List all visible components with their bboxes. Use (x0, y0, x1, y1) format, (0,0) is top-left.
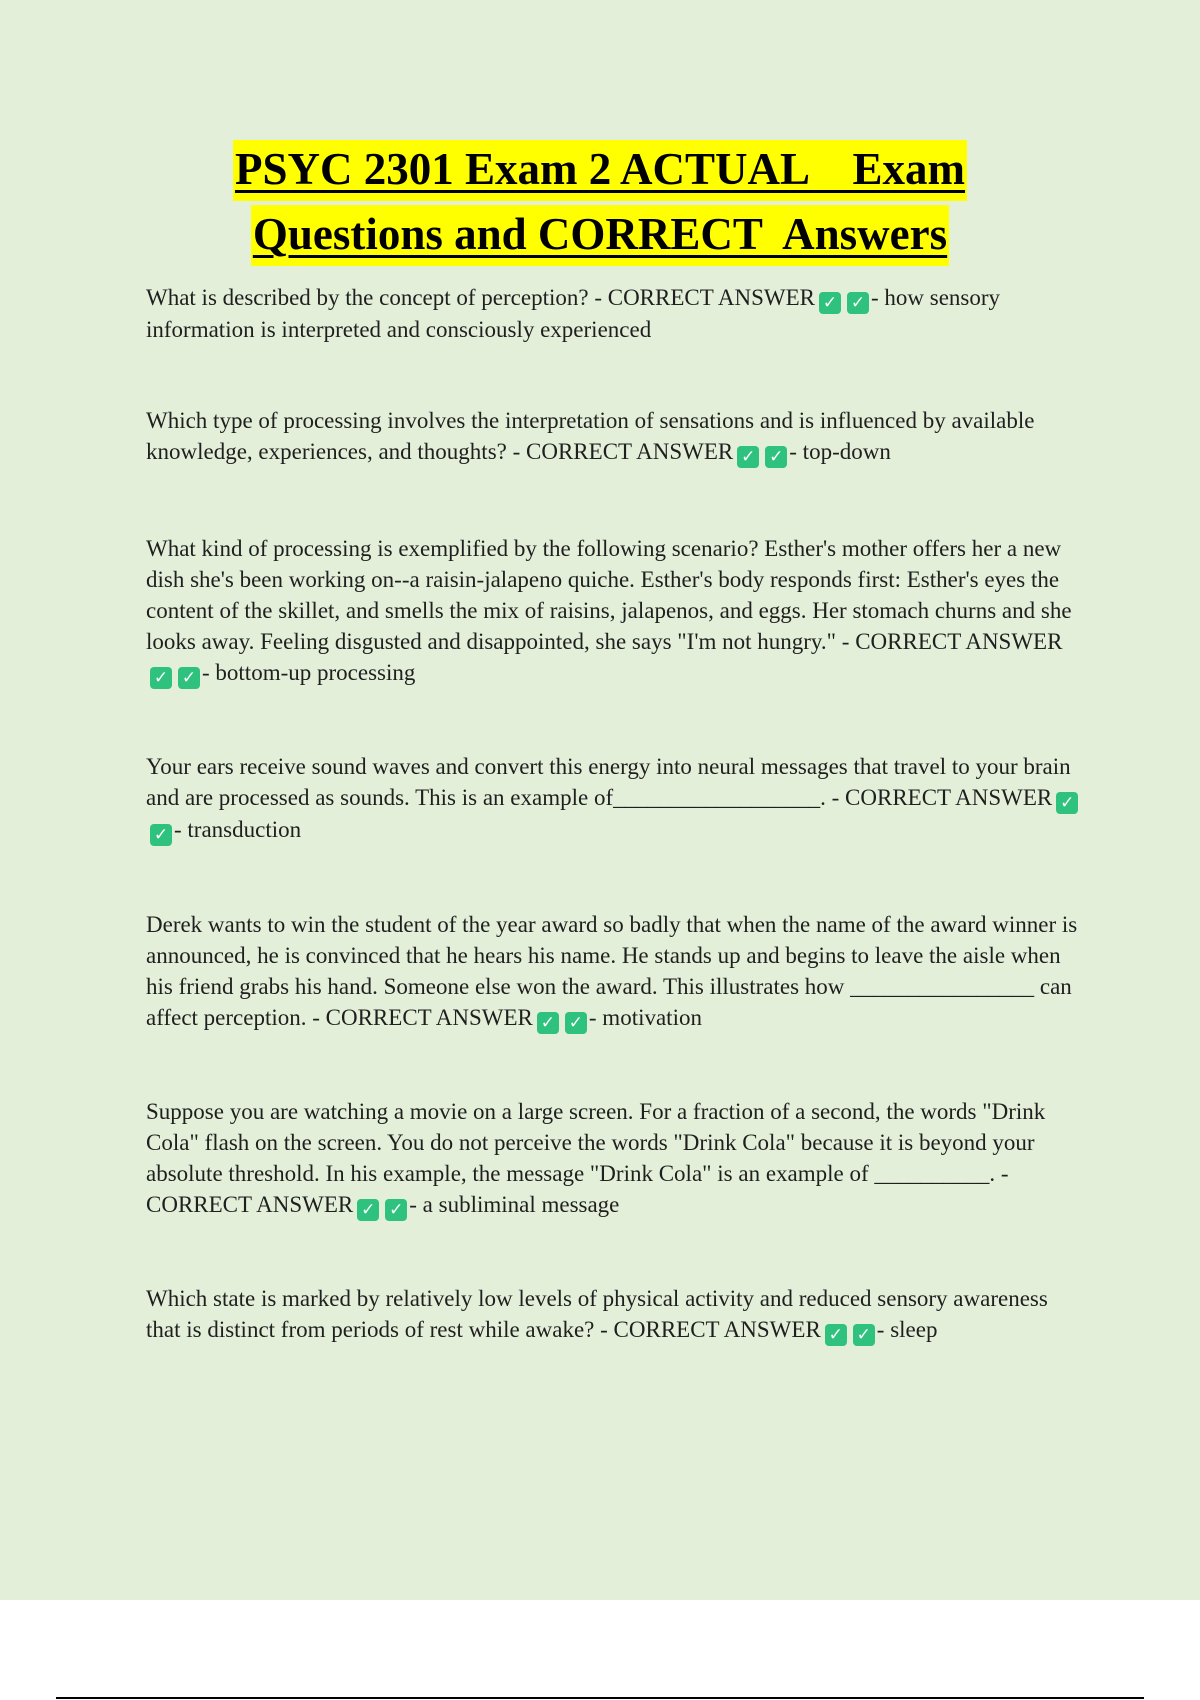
qa-item-2 (146, 405, 1081, 468)
page-divider (56, 1697, 1144, 1699)
question-text: Your ears receive sound waves and convert this energy into neural messages that travel to your brain and are processed as sounds. This is an example of__________________. - CORRECT ANSWER (146, 754, 1071, 810)
question-text: What kind of processing is exemplified by the following scenario? Esther's mother offers her a new dish she's been working on--a raisin-jalapeno quiche. Esther's body responds first: Esther's eyes the content of the skillet, and smells the mix of raisins, jalapenos, and eggs. Her stomach churns and she looks away. Feeling disgusted and disappointed, she says "I'm not hungry." - CORRECT ANSWER (146, 536, 1072, 654)
check-mark-icon: ✓ (178, 667, 200, 689)
check-mark-icon: ✓ (1056, 792, 1078, 814)
answer-text: - sleep (876, 1317, 938, 1342)
check-mark-icon: ✓ (853, 1324, 875, 1346)
check-mark-icon: ✓ (825, 1324, 847, 1346)
qa-item-6 (146, 1096, 1081, 1221)
answer-text: - transduction (174, 817, 302, 842)
qa-item-1 (146, 282, 1081, 345)
check-mark-icon: ✓ (765, 446, 787, 468)
document-title (0, 140, 1200, 266)
question-text: What is described by the concept of perception? - CORRECT ANSWER (146, 285, 815, 310)
check-mark-icon: ✓ (537, 1012, 559, 1034)
answer-text: - a subliminal message (409, 1192, 620, 1217)
title-line-2: Questions and CORRECT Answers (251, 205, 949, 266)
question-text: Which state is marked by relatively low levels of physical activity and reduced sensory awareness that is distinct from periods of rest while awake? - CORRECT ANSWER (146, 1286, 1048, 1342)
qa-item-4 (146, 751, 1081, 846)
question-text: Which type of processing involves the interpretation of sensations and is influenced by available knowledge, experiences, and thoughts? - CORRECT ANSWER (146, 408, 1035, 464)
check-mark-icon: ✓ (737, 446, 759, 468)
answer-text: - top-down (789, 439, 891, 464)
check-mark-icon: ✓ (565, 1012, 587, 1034)
check-mark-icon: ✓ (357, 1199, 379, 1221)
check-mark-icon: ✓ (385, 1199, 407, 1221)
title-line-1: PSYC 2301 Exam 2 ACTUAL Exam (233, 140, 967, 201)
qa-item-7 (146, 1283, 1081, 1346)
answer-text: - how sensory information is interpreted and consciously experienced (146, 285, 1001, 342)
answer-text: - bottom-up processing (202, 660, 416, 685)
check-mark-icon: ✓ (819, 292, 841, 314)
question-text: Suppose you are watching a movie on a large screen. For a fraction of a second, the words "Drink Cola" flash on the screen. You do not perceive the words "Drink Cola" because it is beyond your absolute threshold. In his example, the message "Drink Cola" is an example of __________. - CORRECT ANSWER (146, 1099, 1046, 1217)
question-text: Derek wants to win the student of the year award so badly that when the name of the award winner is announced, he is convinced that he hears his name. He stands up and begins to leave the aisle when his friend grabs his hand. Someone else won the award. This illustrates how ________________ can affect perception. - CORRECT ANSWER (146, 912, 1078, 1030)
check-mark-icon: ✓ (150, 824, 172, 846)
qa-item-5 (146, 909, 1081, 1034)
qa-item-3 (146, 533, 1081, 689)
check-mark-icon: ✓ (150, 667, 172, 689)
answer-text: - motivation (588, 1005, 702, 1030)
check-mark-icon: ✓ (847, 292, 869, 314)
